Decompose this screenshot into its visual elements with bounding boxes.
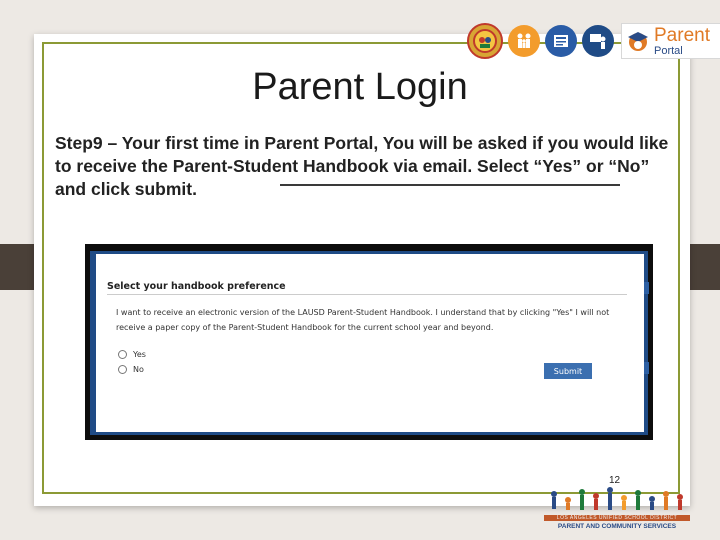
graduate-icon <box>625 28 651 54</box>
dialog-divider <box>107 294 627 295</box>
school-board-icon <box>545 25 577 57</box>
teacher-icon <box>582 25 614 57</box>
option-yes[interactable] <box>118 350 146 359</box>
department-name: PARENT AND COMMUNITY SERVICES <box>557 523 677 530</box>
page-number: 12 <box>609 475 621 486</box>
lausd-seal-icon <box>467 23 503 59</box>
text-underline <box>280 184 620 186</box>
district-name: LOS ANGELES UNIFIED SCHOOL DISTRICT <box>544 515 690 521</box>
dialog-description: I want to receive an electronic version of the LAUSD Parent-Student Handbook. I understand that by clicking "Yes" I will not receive a paper copy of the Parent-Student Handbook for the current school year and beyond. <box>116 308 610 332</box>
slide-title: Parent Login <box>252 66 468 108</box>
dialog-title: Select your handbook preference <box>107 281 286 292</box>
option-no[interactable] <box>118 365 144 374</box>
step-instructions: Step9 – Your first time in Parent Portal, You will be asked if you would like to receive the Parent-Student Handbook via email. Select “Yes” or “No” and click submit. <box>55 133 669 199</box>
radio-yes[interactable] <box>118 350 127 359</box>
radio-no[interactable] <box>118 365 127 374</box>
community-figures-icon <box>544 484 690 514</box>
option-no-label: No <box>133 365 144 374</box>
submit-button[interactable]: Submit <box>544 363 592 379</box>
parent-portal-logo <box>621 23 720 59</box>
portal-logo-sub: Portal <box>654 44 683 57</box>
header-logos <box>467 22 720 60</box>
family-icon <box>508 25 540 57</box>
lausd-parent-services-logo <box>544 484 690 532</box>
option-yes-label: Yes <box>133 350 146 359</box>
handbook-preference-dialog <box>96 254 644 432</box>
portal-logo-word: Parent <box>654 24 710 46</box>
